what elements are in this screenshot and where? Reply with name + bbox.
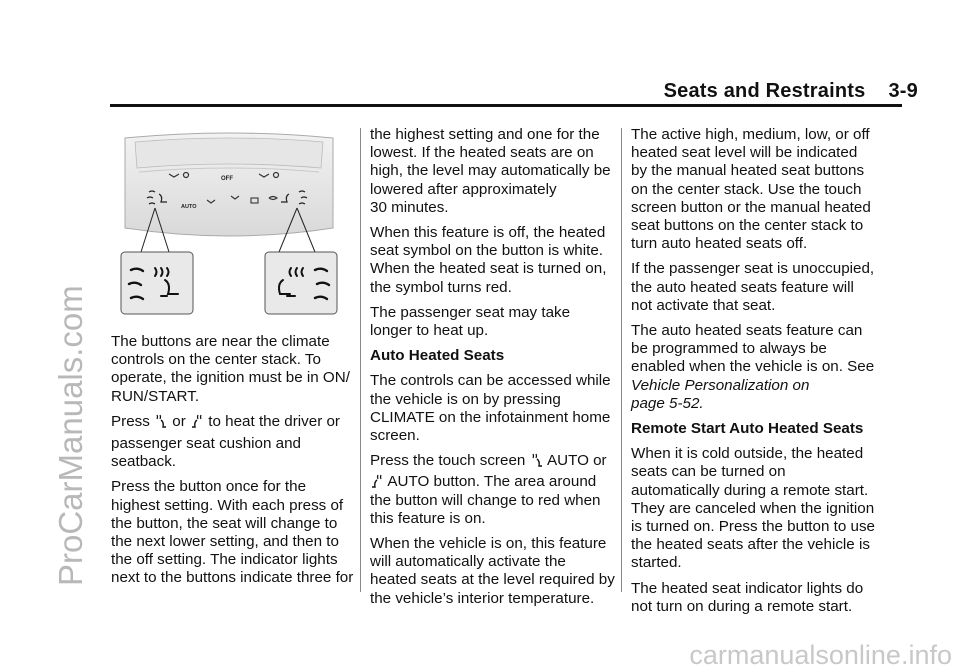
paragraph: Press the touch screen AUTO or AUTO button. The area around the button will change to red when this feature is on. <box>370 452 607 527</box>
paragraph: Press or to heat the driver or passenger seat cushion and seatback. <box>111 412 340 471</box>
column-2 <box>370 126 615 615</box>
column-3 <box>631 126 903 623</box>
paragraph: When it is cold outside, the heated seats can be turned on automatically during a remote start. They are canceled when the ignition is turned on. Press the button to use the heated seats after the vehicle is started. <box>631 445 875 572</box>
panel-off-label: OFF <box>221 176 233 182</box>
page-number: 3-9 <box>888 80 918 102</box>
cross-reference-link[interactable]: Vehicle Personalization on <box>631 376 810 394</box>
paragraph: the highest setting and one for the lowest. If the heated seats are on high, the level may automatically be lowered after approximately 30 minutes. <box>370 126 611 216</box>
paragraph: If the passenger seat is unoccupied, the auto heated seats feature will not activate that seat. <box>631 260 875 314</box>
paragraph: The heated seat indicator lights do not turn on during a remote start. <box>631 579 864 615</box>
page-header <box>664 80 918 103</box>
column-divider <box>621 128 622 592</box>
paragraph: The controls can be accessed while the vehicle is on by pressing CLIMATE on the infotainment home screen. <box>370 372 611 445</box>
section-heading: Auto Heated Seats <box>370 347 505 365</box>
paragraph: Press the button once for the highest setting. With each press of the button, the seat will change to the next lower setting, and then to the off setting. The indicator lights next to the buttons indicate three for <box>111 478 354 587</box>
paragraph: When this feature is off, the heated seat symbol on the button is white. When the heated seat is turned on, the symbol turns red. <box>370 224 607 296</box>
driver-heated-seat-icon <box>531 453 543 467</box>
passenger-heated-seat-icon <box>371 474 383 488</box>
paragraph: The passenger seat may take longer to heat up. <box>370 303 571 340</box>
watermark-procarmanuals: ProCarManuals.com <box>52 285 89 586</box>
section-title: Seats and Restraints <box>663 80 866 102</box>
column-1 <box>111 333 354 595</box>
paragraph: The buttons are near the climate controls on the center stack. To operate, the ignition must be in ON/ RUN/START. <box>111 333 350 405</box>
panel-auto-label: AUTO <box>181 204 197 210</box>
cross-reference-link[interactable]: page 5-52. <box>631 394 704 412</box>
watermark-carmanualsonline: carmanualsonline.info <box>689 640 952 670</box>
paragraph: When the vehicle is on, this feature will automatically activate the heated seats at the level required by the vehicle’s interior temperature. <box>370 535 615 607</box>
section-heading: Remote Start Auto Heated Seats <box>631 420 864 438</box>
paragraph: The active high, medium, low, or off heated seat level will be indicated by the manual heated seat buttons on the center stack. Use the touch screen button or the manual heated seat buttons on the center stack to turn auto heated seats off. <box>631 126 871 253</box>
driver-heated-seat-icon <box>155 414 167 428</box>
paragraph: The auto heated seats feature can be programmed to always be enabled when the vehicle is on. See Vehicle Personalization on page 5-52. <box>631 322 903 413</box>
header-rule <box>110 104 902 107</box>
column-divider <box>360 128 361 592</box>
climate-panel-figure <box>111 128 347 324</box>
passenger-heated-seat-icon <box>191 414 203 428</box>
